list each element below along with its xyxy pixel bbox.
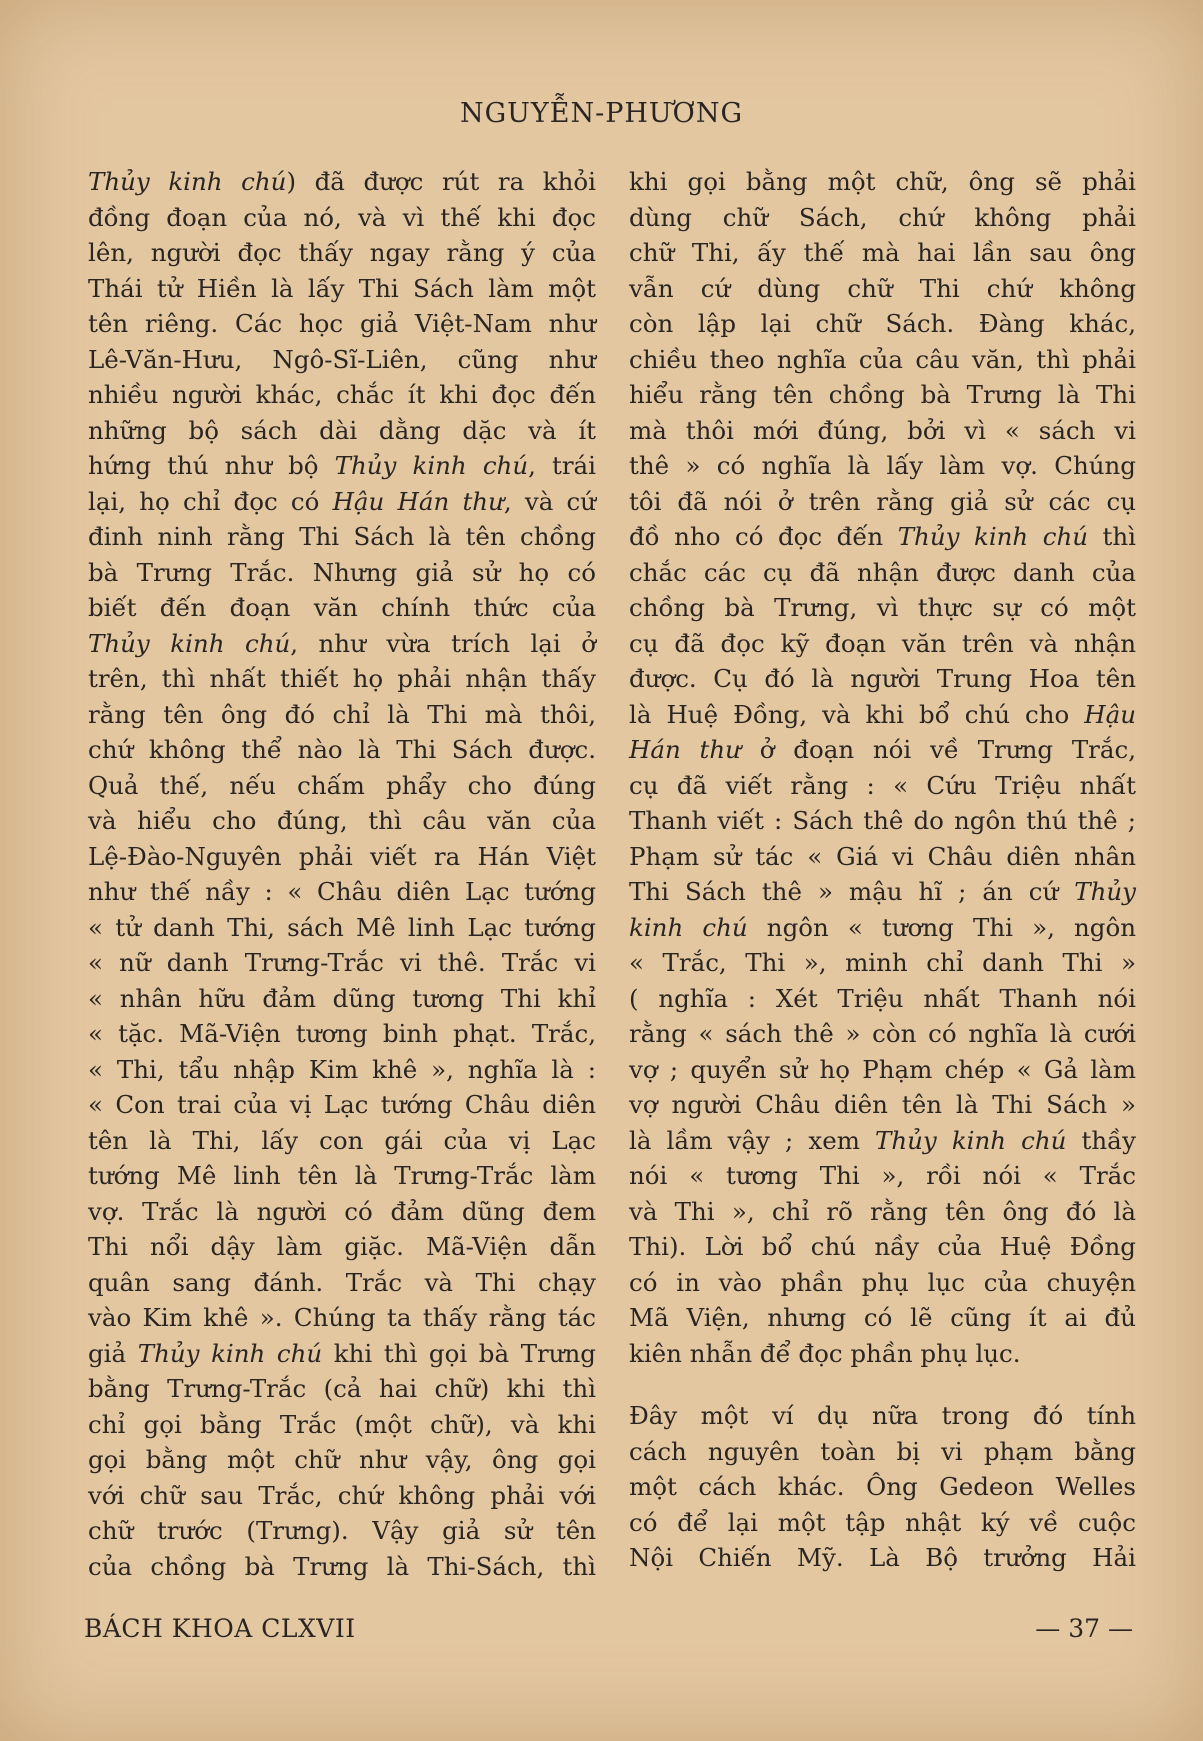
right-paragraph-1-line: hiểu rằng tên chồng bà Trưng là Thi	[629, 380, 1136, 409]
left-column-line: Lệ-Đào-Nguyên phải viết ra Hán Việt	[88, 841, 596, 871]
right-paragraph-1-line: Mã Viện, nhưng có lẽ cũng ít ai đủ	[629, 1303, 1136, 1332]
right-paragraph-1-line: tôi đã nói ở trên rằng giả sử các cụ	[629, 486, 1136, 516]
left-column-line: lại, họ chỉ đọc có Hậu Hán thư, và cứ	[88, 486, 597, 516]
right-paragraph-1-line: vẫn cứ dùng chữ Thi chứ không	[629, 273, 1136, 303]
right-paragraph-2-line: cách nguyên toàn bị vi phạm bằng	[629, 1436, 1136, 1466]
right-paragraph-1-line: kinh chú ngôn « tương Thi », ngôn	[629, 912, 1136, 942]
right-paragraph-1-line: được. Cụ đó là người Trung Hoa tên	[629, 664, 1136, 693]
left-column-line: vợ. Trắc là người có đảm dũng đem	[88, 1196, 596, 1226]
left-column-line: chỉ gọi bằng Trắc (một chữ), và khi	[88, 1409, 596, 1439]
left-column-line: « Con trai của vị Lạc tướng Châu diên	[88, 1090, 596, 1119]
left-column-line: nhiều người khác, chắc ít khi đọc đến	[88, 380, 596, 409]
left-column-line: với chữ sau Trắc, chứ không phải với	[88, 1480, 596, 1510]
right-paragraph-1-line: cụ đã viết rằng : « Cứu Triệu nhất	[629, 770, 1136, 800]
left-column-line: Lê-Văn-Hưu, Ngô-Sĩ-Liên, cũng như	[88, 344, 596, 374]
right-paragraph-1-line: là Huệ Đồng, và khi bổ chú cho Hậu	[629, 699, 1136, 729]
left-column-line: chứ không thể nào là Thi Sách được.	[88, 735, 596, 764]
right-paragraph-1-line: chắc các cụ đã nhận được danh của	[629, 557, 1136, 587]
right-paragraph-1-line: « Trắc, Thi », minh chỉ danh Thi »	[629, 948, 1136, 977]
left-column-line: Thái tử Hiền là lấy Thi Sách làm một	[88, 273, 596, 303]
right-paragraph-1-line: có in vào phần phụ lục của chuyện	[629, 1267, 1136, 1297]
right-paragraph-2	[629, 1398, 1136, 1576]
right-paragraph-1-line: chiều theo nghĩa của câu văn, thì phải	[629, 344, 1136, 374]
left-column-line: của chồng bà Trưng là Thi-Sách, thì	[88, 1551, 596, 1581]
right-paragraph-1-line: Phạm sử tác « Giá vi Châu diên nhân	[629, 841, 1136, 871]
left-column-line: rằng tên ông đó chỉ là Thi mà thôi,	[88, 699, 596, 729]
left-column-line: giả Thủy kinh chú khi thì gọi bà Trưng	[88, 1338, 596, 1368]
left-column-line: như thế nầy : « Châu diên Lạc tướng	[88, 877, 596, 906]
right-paragraph-1-line: cụ đã đọc kỹ đoạn văn trên và nhận	[629, 628, 1136, 658]
right-paragraph-1-line: còn lập lại chữ Sách. Đàng khác,	[629, 309, 1136, 338]
left-column-line: trên, thì nhất thiết họ phải nhận thấy	[88, 664, 596, 693]
footer-journal: BÁCH KHOA CLXVII	[84, 1614, 356, 1643]
left-column-line: vào Kim khê ». Chúng ta thấy rằng tác	[88, 1303, 596, 1332]
right-paragraph-2-line: Nội Chiến Mỹ. Là Bộ trưởng Hải	[629, 1543, 1136, 1572]
right-paragraph-1	[629, 164, 1136, 1371]
left-column-line: quân sang đánh. Trắc và Thi chạy	[88, 1267, 596, 1297]
left-column-line: lên, người đọc thấy ngay rằng ý của	[88, 238, 596, 267]
footer-page-number: — 37 —	[1035, 1614, 1133, 1643]
left-column-line: « nữ danh Trưng-Trắc vi thê. Trắc vi	[88, 948, 596, 977]
left-column-line: bằng Trưng-Trắc (cả hai chữ) khi thì	[88, 1374, 596, 1403]
right-paragraph-1-line: Thi). Lời bổ chú nầy của Huệ Đồng	[629, 1232, 1136, 1261]
left-column-line: tướng Mê linh tên là Trưng-Trắc làm	[88, 1161, 596, 1190]
right-paragraph-1-line: chữ Thi, ấy thế mà hai lần sau ông	[629, 238, 1136, 267]
right-paragraph-1-line: vợ ; quyển sử họ Phạm chép « Gả làm	[629, 1054, 1136, 1084]
page-header-title: NGUYỄN-PHƯƠNG	[459, 98, 744, 129]
right-paragraph-2-line: Đây một ví dụ nữa trong đó tính	[629, 1401, 1136, 1430]
left-column-line: những bộ sách dài dằng dặc và ít	[88, 415, 596, 445]
right-paragraph-1-line: Thi Sách thê » mậu hĩ ; án cứ Thủy	[629, 877, 1136, 906]
left-column-line: « Thi, tẩu nhập Kim khê », nghĩa là :	[88, 1054, 596, 1084]
right-paragraph-1-line: dùng chữ Sách, chứ không phải	[629, 202, 1136, 232]
left-column-line: đồng đoạn của nó, và vì thế khi đọc	[88, 202, 596, 232]
left-column-line: Quả thế, nếu chấm phẩy cho đúng	[88, 770, 596, 800]
right-paragraph-2-line: một cách khác. Ông Gedeon Welles	[629, 1472, 1136, 1501]
left-column-line: chữ trước (Trưng). Vậy giả sử tên	[88, 1516, 596, 1545]
left-column-line: và hiểu cho đúng, thì câu văn của	[88, 806, 596, 835]
right-paragraph-1-line: rằng « sách thê » còn có nghĩa là cưới	[629, 1019, 1136, 1048]
left-column-line: bà Trưng Trắc. Nhưng giả sử họ có	[88, 557, 596, 587]
left-column-line: Thi nổi dậy làm giặc. Mã-Viện dẫn	[88, 1232, 596, 1261]
right-paragraph-1-line: khi gọi bằng một chữ, ông sẽ phải	[629, 167, 1136, 196]
left-column-line: tên là Thi, lấy con gái của vị Lạc	[88, 1125, 596, 1155]
left-column-line: « tặc. Mã-Viện tương binh phạt. Trắc,	[88, 1019, 596, 1048]
right-paragraph-1-line: Thanh viết : Sách thê do ngôn thú thê ;	[629, 806, 1136, 835]
left-column-line: hứng thú như bộ Thủy kinh chú, trái	[88, 451, 597, 480]
right-paragraph-1-line: đồ nho có đọc đến Thủy kinh chú thì	[629, 522, 1136, 551]
left-column-line: đinh ninh rằng Thi Sách là tên chồng	[88, 522, 596, 551]
right-paragraph-1-line: nói « tương Thi », rồi nói « Trắc	[629, 1161, 1136, 1190]
left-column-line: « nhân hữu đảm dũng tương Thi khỉ	[88, 983, 596, 1013]
right-paragraph-1-line: thê » có nghĩa là lấy làm vợ. Chúng	[629, 451, 1136, 480]
left-column-line: Thủy kinh chú) đã được rút ra khỏi	[88, 167, 596, 196]
left-column-line: gọi bằng một chữ như vậy, ông gọi	[88, 1445, 596, 1474]
right-column	[629, 164, 1136, 1576]
left-column-line: biết đến đoạn văn chính thức của	[88, 593, 596, 622]
right-paragraph-1-line: kiên nhẫn để đọc phần phụ lục.	[629, 1338, 1021, 1368]
right-paragraph-1-line: ( nghĩa : Xét Triệu nhất Thanh nói	[629, 983, 1136, 1013]
right-paragraph-1-line: Hán thư ở đoạn nói về Trưng Trắc,	[629, 735, 1136, 764]
right-paragraph-1-line: mà thôi mới đúng, bởi vì « sách vi	[629, 415, 1136, 445]
left-column-line: Thủy kinh chú, như vừa trích lại ở	[88, 628, 596, 658]
right-paragraph-1-line: chồng bà Trưng, vì thực sự có một	[629, 593, 1136, 622]
right-paragraph-1-line: là lầm vậy ; xem Thủy kinh chú thầy	[629, 1125, 1136, 1155]
left-column-line: tên riêng. Các học giả Việt-Nam như	[88, 309, 596, 338]
right-paragraph-1-line: vợ người Châu diên tên là Thi Sách »	[629, 1090, 1136, 1119]
right-paragraph-2-line: có để lại một tập nhật ký về cuộc	[629, 1507, 1136, 1537]
left-column-line: « tử danh Thi, sách Mê linh Lạc tướng	[88, 912, 596, 942]
left-column	[88, 164, 596, 1584]
right-paragraph-1-line: và Thi », chỉ rõ rằng tên ông đó là	[629, 1196, 1136, 1226]
